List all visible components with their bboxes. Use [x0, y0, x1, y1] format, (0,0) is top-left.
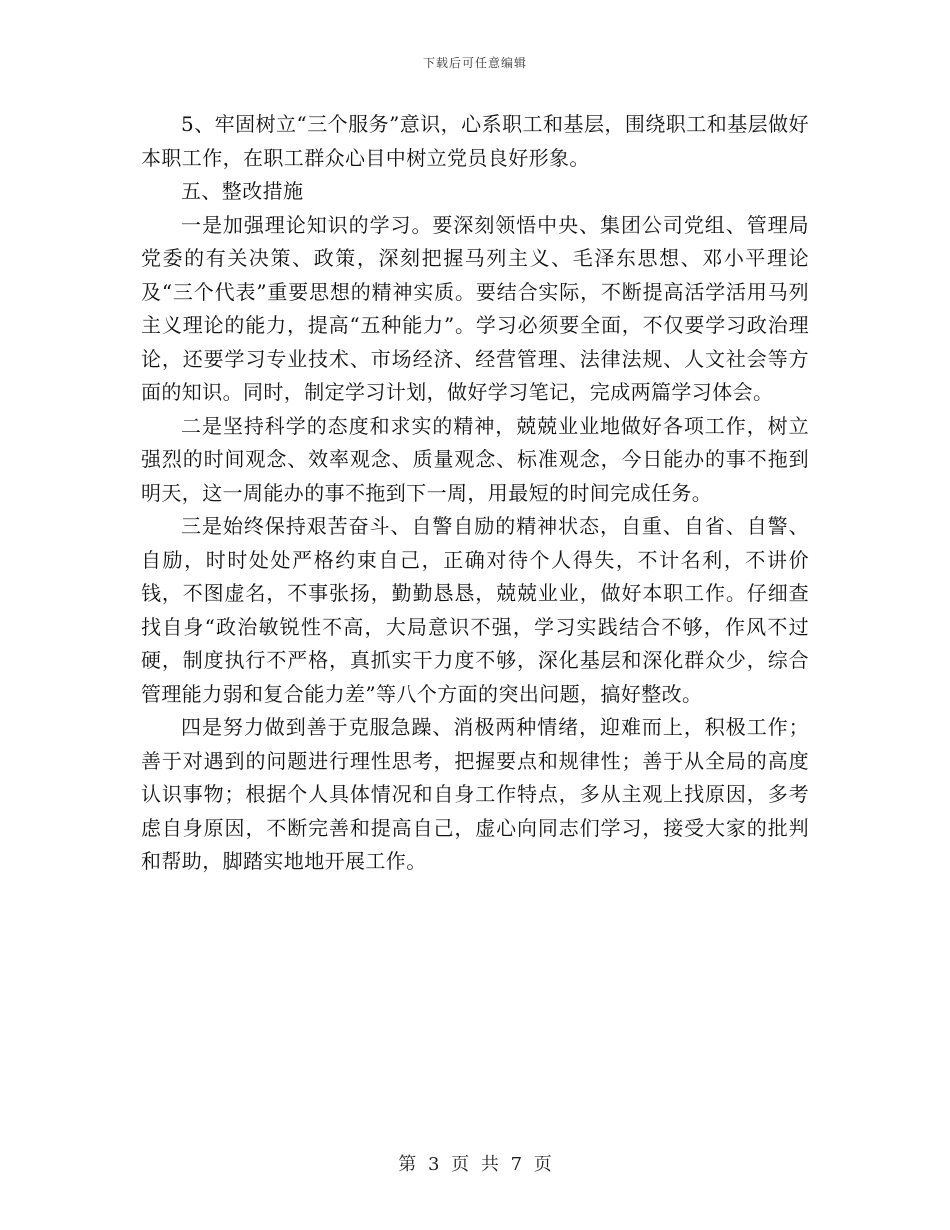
paragraph-measure-two: 二是坚持科学的态度和求实的精神，兢兢业业地做好各项工作，树立强烈的时间观念、效率观念、质量观念、标准观念，今日能办的事不拖到明天，这一周能办的事不拖到下一周，用最短的时间完成任务。: [141, 413, 809, 505]
paragraph-item-5: 5、牢固树立“三个服务”意识，心系职工和基层，围绕职工和基层做好本职工作，在职工群众心目中树立党员良好形象。: [141, 112, 809, 170]
page-footer: 第 3 页 共 7 页: [398, 1154, 552, 1175]
page-header: 下载后可任意编辑: [422, 56, 527, 70]
paragraph-measure-four: 四是努力做到善于克服急躁、消极两种情绪，迎难而上，积极工作；善于对遇到的问题进行理性思考，把握要点和规律性；善于从全局的高度认识事物；根据个人具体情况和自身工作特点，多从主观上找原因，多考虑自身原因，不断完善和提高自己，虚心向同志们学习，接受大家的批判和帮助，脚踏实地地开展工作。: [141, 715, 809, 873]
paragraph-measure-three: 三是始终保持艰苦奋斗、自警自励的精神状态，自重、自省、自警、自励，时时处处严格约束自己，正确对待个人得失，不计名利，不讲价钱，不图虚名，不事张扬，勤勤恳恳，兢兢业业，做好本职工作。仔细查找自身“政治敏锐性不高，大局意识不强，学习实践结合不够，作风不过硬，制度执行不严格，真抓实干力度不够，深化基层和深化群众少，综合管理能力弱和复合能力差”等八个方面的突出问题，搞好整改。: [141, 514, 809, 706]
section-heading-rectification-measures: 五、整改措施: [181, 179, 304, 203]
paragraph-measure-one: 一是加强理论知识的学习。要深刻领悟中央、集团公司党组、管理局党委的有关决策、政策，深刻把握马列主义、毛泽东思想、邓小平理论及“三个代表”重要思想的精神实质。要结合实际，不断提高活学活用马列主义理论的能力，提高“五种能力”。学习必须要全面，不仅要学习政治理论，还要学习专业技术、市场经济、经营管理、法律法规、人文社会等方面的知识。同时，制定学习计划，做好学习笔记，完成两篇学习体会。: [141, 212, 809, 404]
document-body: [141, 108, 809, 879]
